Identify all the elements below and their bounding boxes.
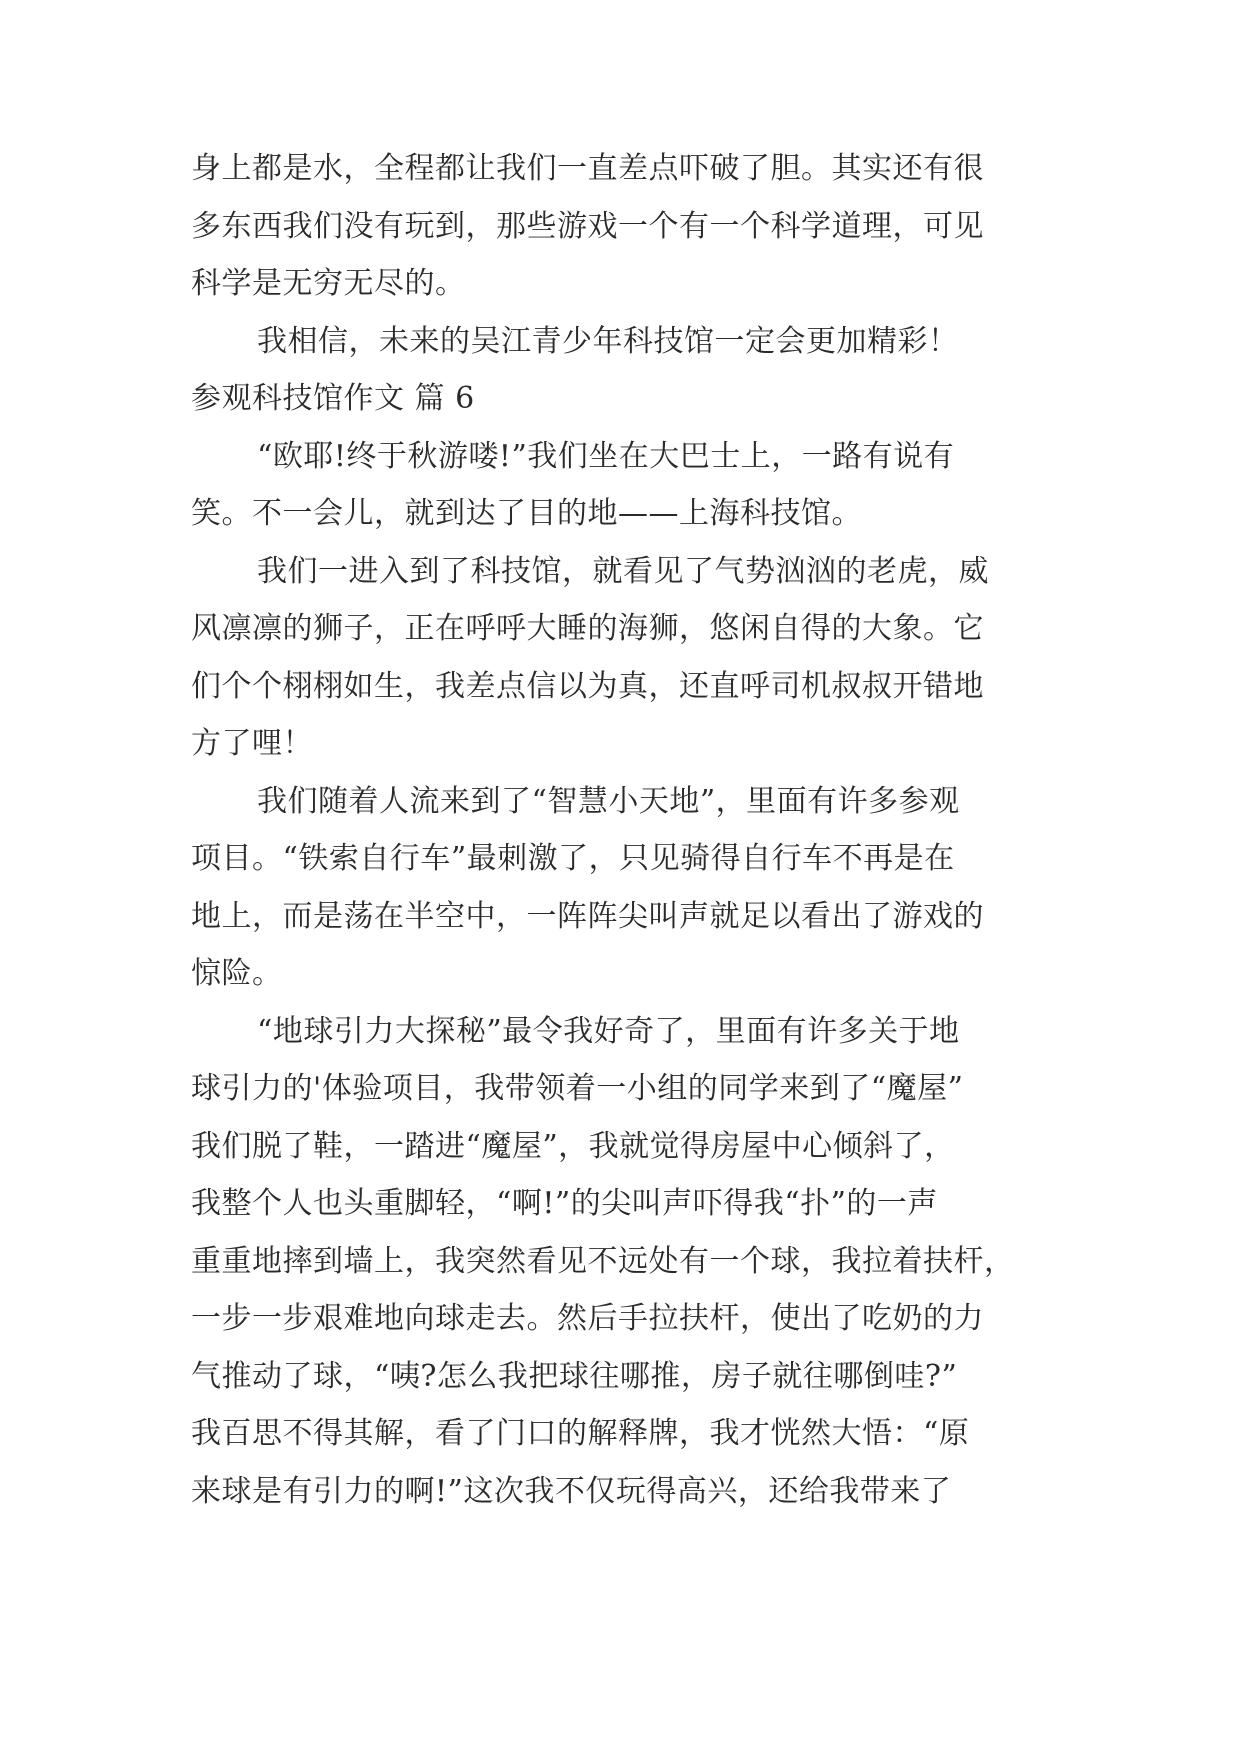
text-line: “地球引力大探秘”最令我好奇了，里面有许多关于地 — [257, 1013, 960, 1049]
text-line: 球引力的'体验项目，我带领着一小组的同学来到了“魔屋” — [191, 1071, 964, 1106]
text-line: 气推动了球，“咦?怎么我把球往哪推，房子就往哪倒哇?” — [191, 1358, 958, 1394]
text-line: 方了哩！ — [191, 726, 313, 761]
text-line: 我们脱了鞋，一踏进“魔屋”，我就觉得房屋中心倾斜了， — [191, 1128, 955, 1164]
text-line: 一步一步艰难地向球走去。然后手拉扶杆，使出了吃奶的力 — [191, 1301, 984, 1336]
text-line: 我百思不得其解，看了门口的解释牌，我才恍然大悟：“原 — [191, 1416, 970, 1451]
section-heading: 参观科技馆作文 篇 6 — [191, 381, 475, 416]
text-line: “欧耶!终于秋游喽!”我们坐在大巴士上，一路有说有 — [257, 438, 955, 474]
text-line: 我整个人也头重脚轻，“啊!”的尖叫声吓得我“扑”的一声 — [191, 1186, 938, 1221]
text-line: 风凛凛的狮子，正在呼呼大睡的海狮，悠闲自得的大象。它 — [191, 611, 984, 646]
text-line: 我相信，未来的吴江青少年科技馆一定会更加精彩！ — [257, 323, 959, 359]
text-line: 笑。不一会儿，就到达了目的地——上海科技馆。 — [191, 496, 862, 531]
text-line: 多东西我们没有玩到，那些游戏一个有一个科学道理，可见 — [191, 208, 984, 244]
text-line: 重重地摔到墙上，我突然看见不远处有一个球，我拉着扶杆， — [191, 1243, 1015, 1279]
text-line: 惊险。 — [191, 956, 283, 991]
text-line: 项目。“铁索自行车”最刺激了，只见骑得自行车不再是在 — [191, 841, 955, 876]
text-line: 科学是无穷无尽的。 — [191, 266, 466, 301]
text-line: 们个个栩栩如生，我差点信以为真，还直呼司机叔叔开错地 — [191, 668, 984, 704]
text-line: 地上，而是荡在半空中，一阵阵尖叫声就足以看出了游戏的 — [191, 898, 984, 934]
text-line: 身上都是水，全程都让我们一直差点吓破了胆。其实还有很 — [191, 151, 984, 186]
text-line: 我们随着人流来到了“智慧小天地”，里面有许多参观 — [257, 783, 960, 819]
text-line: 来球是有引力的啊!”这次我不仅玩得高兴，还给我带来了 — [191, 1473, 952, 1509]
text-line: 我们一进入到了科技馆，就看见了气势汹汹的老虎，威 — [257, 553, 989, 589]
essay-text-block — [191, 140, 1051, 1520]
